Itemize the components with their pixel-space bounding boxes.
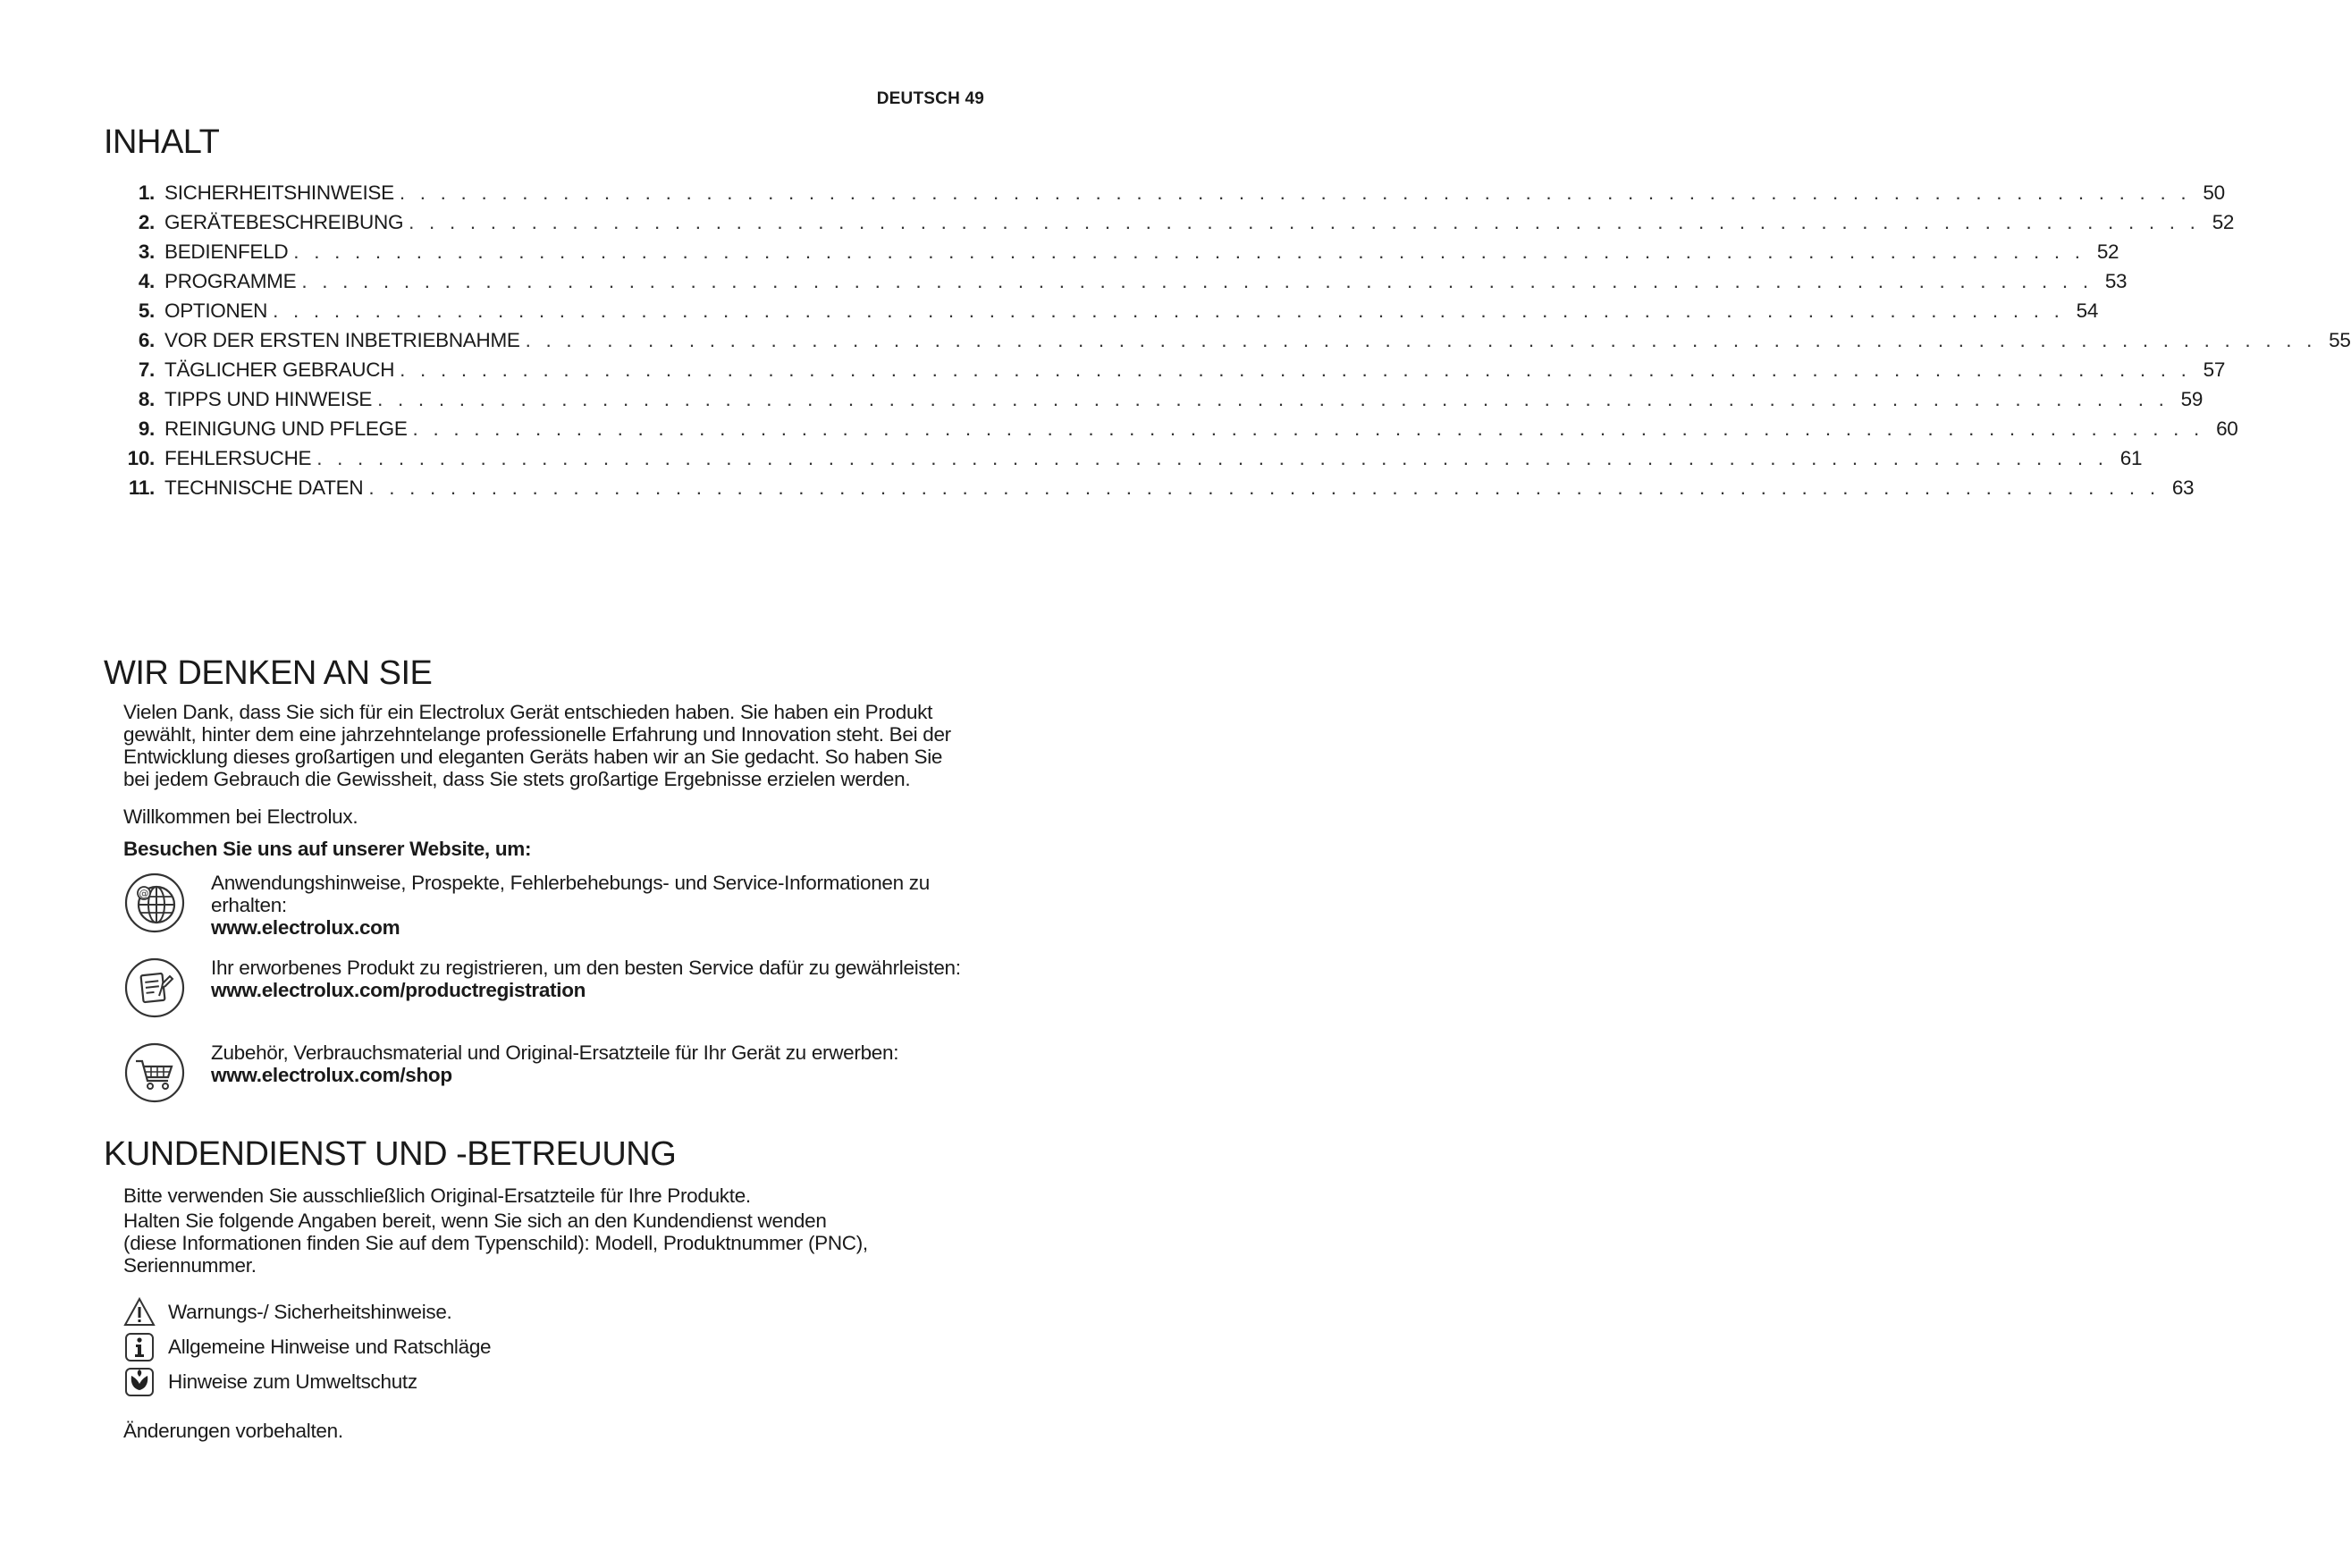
toc-page-number: 52 bbox=[2212, 211, 2235, 233]
toc-entry[interactable] bbox=[114, 181, 2225, 211]
kundendienst-line: Bitte verwenden Sie ausschließlich Original-Ersatzteile für Ihre Produkte. bbox=[123, 1184, 751, 1207]
environment-leaf-icon bbox=[123, 1366, 156, 1398]
toc-entry[interactable] bbox=[114, 211, 2235, 240]
toc-label: BEDIENFELD bbox=[164, 240, 289, 263]
toc-leader: . . . . . . . . . . . . . . . . . . . . . . . . . . . . . . . . . . . . . . . . . . . . . . . . . . . . . . . . . . . . . . . . . . . . . . . . . . . . . . . . . . . . . . . . bbox=[377, 388, 2170, 410]
intro-paragraph bbox=[123, 701, 999, 790]
toc-entry[interactable] bbox=[114, 388, 2204, 417]
section-title-kundendienst: KUNDENDIENST UND -BETREUUNG bbox=[104, 1135, 677, 1173]
visit-item-line: Anwendungshinweise, Prospekte, Fehlerbehebungs- und Service-Informationen zu bbox=[211, 872, 930, 894]
toc-leader: . . . . . . . . . . . . . . . . . . . . . . . . . . . . . . . . . . . . . . . . . . . . . . . . . . . . . . . . . . . . . . . . . . . . . . . . . . . . . . . . . . . . . . . . bbox=[368, 476, 2161, 499]
page-header: DEUTSCH 49 bbox=[876, 89, 984, 108]
toc-label: REINIGUNG UND PFLEGE bbox=[164, 417, 408, 440]
toc-page-number: 60 bbox=[2216, 417, 2238, 440]
table-of-contents bbox=[114, 181, 2351, 506]
legend-label: Hinweise zum Umweltschutz bbox=[168, 1370, 417, 1393]
toc-leader: . . . . . . . . . . . . . . . . . . . . . . . . . . . . . . . . . . . . . . . . . . . . . . . . . . . . . . . . . . . . . . . . . . . . . . . . . . . . . . . . . . . . . . . . bbox=[525, 329, 2317, 351]
toc-entry[interactable] bbox=[114, 447, 2143, 476]
changes-note: Änderungen vorbehalten. bbox=[123, 1420, 343, 1442]
toc-label: TECHNISCHE DATEN bbox=[164, 476, 364, 499]
visit-item-text bbox=[211, 957, 1015, 1001]
visit-item-line: erhalten: bbox=[211, 894, 287, 916]
toc-label: GERÄTEBESCHREIBUNG bbox=[164, 211, 404, 233]
toc-label: SICHERHEITSHINWEISE bbox=[164, 181, 394, 204]
toc-leader: . . . . . . . . . . . . . . . . . . . . . . . . . . . . . . . . . . . . . . . . . . . . . . . . . . . . . . . . . . . . . . . . . . . . . . . . . . . . . . . . . . . . . . . . bbox=[293, 240, 2086, 263]
toc-page-number: 50 bbox=[2203, 181, 2225, 204]
toc-number: 9. bbox=[138, 417, 155, 440]
intro-line: Entwicklung dieses großartigen und eleganten Geräts haben wir an Sie gedacht. So haben Sie bbox=[123, 746, 943, 768]
toc-number: 8. bbox=[138, 388, 155, 410]
kundendienst-text bbox=[123, 1184, 999, 1277]
toc-label: TÄGLICHER GEBRAUCH bbox=[164, 358, 395, 381]
legend-item bbox=[123, 1364, 491, 1399]
intro-line: bei jedem Gebrauch die Gewissheit, dass Sie stets großartige Ergebnisse erzielen werden. bbox=[123, 768, 911, 790]
toc-number: 10. bbox=[127, 447, 155, 469]
toc-entry[interactable] bbox=[114, 240, 2119, 270]
registration-form-icon bbox=[123, 957, 186, 1019]
kundendienst-line: (diese Informationen finden Sie auf dem Typenschild): Modell, Produktnummer (PNC), bbox=[123, 1232, 868, 1254]
toc-entry[interactable] bbox=[114, 417, 2238, 447]
toc-page-number: 53 bbox=[2104, 270, 2128, 292]
toc-leader: . . . . . . . . . . . . . . . . . . . . . . . . . . . . . . . . . . . . . . . . . . . . . . . . . . . . . . . . . . . . . . . . . . . . . . . . . . . . . . . . . . . . . . . . bbox=[409, 211, 2201, 233]
kundendienst-line: Halten Sie folgende Angaben bereit, wenn Sie sich an den Kundendienst wenden bbox=[123, 1210, 827, 1232]
visit-item-info bbox=[123, 872, 1017, 943]
visit-item-line: Zubehör, Verbrauchsmaterial und Original-Ersatzteile für Ihr Gerät zu erwerben: bbox=[211, 1041, 899, 1064]
product-registration-link[interactable]: www.electrolux.com/productregistration bbox=[211, 979, 586, 1001]
toc-page-number: 59 bbox=[2180, 388, 2204, 410]
toc-entry[interactable] bbox=[114, 299, 2099, 329]
toc-number: 4. bbox=[138, 270, 155, 292]
toc-leader: . . . . . . . . . . . . . . . . . . . . . . . . . . . . . . . . . . . . . . . . . . . . . . . . . . . . . . . . . . . . . . . . . . . . . . . . . . . . . . . . . . . . . . . . bbox=[301, 270, 2094, 292]
legend-label: Warnungs-/ Sicherheitshinweise. bbox=[168, 1300, 452, 1323]
toc-label: TIPPS UND HINWEISE bbox=[164, 388, 373, 410]
visit-heading: Besuchen Sie uns auf unserer Website, um: bbox=[123, 838, 532, 860]
legend-item bbox=[123, 1294, 491, 1329]
toc-page-number: 52 bbox=[2096, 240, 2119, 263]
welcome-text: Willkommen bei Electrolux. bbox=[123, 805, 358, 828]
toc-leader: . . . . . . . . . . . . . . . . . . . . . . . . . . . . . . . . . . . . . . . . . . . . . . . . . . . . . . . . . . . . . . . . . . . . . . . . . . . . . . . . . . . . . . . . bbox=[316, 447, 2109, 469]
toc-number: 1. bbox=[138, 181, 155, 204]
toc-number: 2. bbox=[138, 211, 155, 233]
toc-number: 6. bbox=[138, 329, 155, 351]
toc-number: 5. bbox=[138, 299, 155, 322]
toc-page-number: 57 bbox=[2203, 358, 2226, 381]
legend-label: Allgemeine Hinweise und Ratschläge bbox=[168, 1335, 492, 1358]
toc-entry[interactable] bbox=[114, 329, 2351, 358]
toc-page-number: 61 bbox=[2119, 447, 2143, 469]
website-link[interactable]: www.electrolux.com bbox=[211, 916, 400, 939]
svg-text:@: @ bbox=[139, 888, 149, 899]
toc-entry[interactable] bbox=[114, 270, 2128, 299]
info-icon bbox=[123, 1331, 156, 1363]
symbol-legend bbox=[123, 1294, 491, 1399]
toc-entry[interactable] bbox=[114, 358, 2226, 388]
toc-number: 7. bbox=[138, 358, 155, 381]
intro-line: Vielen Dank, dass Sie sich für ein Electrolux Gerät entschieden haben. Sie haben ein Produkt bbox=[123, 701, 933, 723]
shop-link[interactable]: www.electrolux.com/shop bbox=[211, 1064, 452, 1086]
toc-label: OPTIONEN bbox=[164, 299, 268, 322]
toc-page-number: 55 bbox=[2329, 329, 2351, 351]
toc-number: 3. bbox=[138, 240, 155, 263]
toc-title: INHALT bbox=[104, 123, 220, 161]
toc-number: 11. bbox=[128, 476, 155, 499]
toc-label: FEHLERSUCHE bbox=[164, 447, 312, 469]
visit-item-shop bbox=[123, 1041, 1017, 1113]
globe-web-icon bbox=[123, 872, 186, 934]
legend-item bbox=[123, 1329, 491, 1364]
toc-leader: . . . . . . . . . . . . . . . . . . . . . . . . . . . . . . . . . . . . . . . . . . . . . . . . . . . . . . . . . . . . . . . . . . . . . . . . . . . . . . . . . . . . . . . . bbox=[273, 299, 2065, 322]
intro-line: gewählt, hinter dem eine jahrzehntelange professionelle Erfahrung und Innovation steht. Bei der bbox=[123, 723, 951, 746]
toc-label: VOR DER ERSTEN INBETRIEBNAHME bbox=[164, 329, 520, 351]
shopping-cart-icon bbox=[123, 1041, 186, 1104]
warning-triangle-icon bbox=[123, 1296, 156, 1328]
toc-page-number: 54 bbox=[2076, 299, 2099, 322]
toc-leader: . . . . . . . . . . . . . . . . . . . . . . . . . . . . . . . . . . . . . . . . . . . . . . . . . . . . . . . . . . . . . . . . . . . . . . . . . . . . . . . . . . . . . . . . bbox=[412, 417, 2204, 440]
visit-item-registration bbox=[123, 957, 1017, 1028]
toc-label: PROGRAMME bbox=[164, 270, 297, 292]
kundendienst-line: Seriennummer. bbox=[123, 1254, 257, 1277]
toc-entry[interactable] bbox=[114, 476, 2195, 506]
visit-item-text bbox=[211, 1041, 1015, 1086]
toc-leader: . . . . . . . . . . . . . . . . . . . . . . . . . . . . . . . . . . . . . . . . . . . . . . . . . . . . . . . . . . . . . . . . . . . . . . . . . . . . . . . . . . . . . . . . bbox=[400, 358, 2192, 381]
visit-item-text bbox=[211, 872, 1015, 939]
toc-leader: . . . . . . . . . . . . . . . . . . . . . . . . . . . . . . . . . . . . . . . . . . . . . . . . . . . . . . . . . . . . . . . . . . . . . . . . . . . . . . . . . . . . . . . . bbox=[399, 181, 2191, 204]
toc-page-number: 63 bbox=[2171, 476, 2195, 499]
visit-item-line: Ihr erworbenes Produkt zu registrieren, um den besten Service dafür zu gewährleisten: bbox=[211, 957, 961, 979]
section-title-wir-denken: WIR DENKEN AN SIE bbox=[104, 654, 433, 692]
